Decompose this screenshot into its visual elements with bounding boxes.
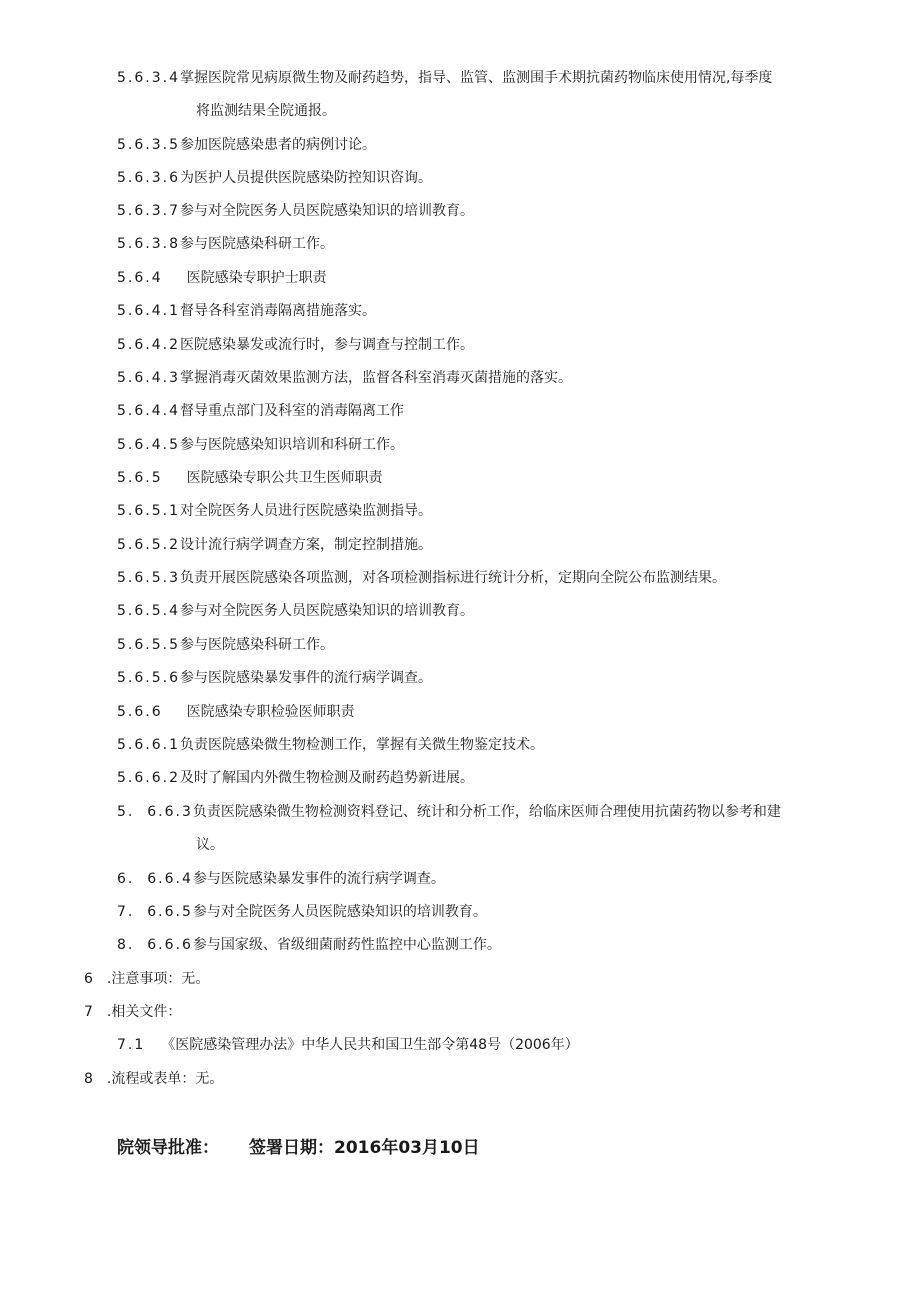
section-number: 6 bbox=[84, 971, 95, 987]
text-line bbox=[117, 635, 334, 655]
signing-date: 签署日期：2016年03月10日 bbox=[249, 1138, 480, 1158]
line-text: 掌握消毒灭菌效果监测方法，监督各科室消毒灭菌措施的落实。 bbox=[179, 370, 572, 386]
line-text: 对全院医务人员进行医院感染监测指导。 bbox=[179, 503, 432, 519]
section-number: 5.6.6.2 bbox=[117, 770, 180, 786]
line-text: 负责医院感染微生物检测工作，掌握有关微生物鉴定技术。 bbox=[179, 737, 544, 753]
line-text: 及时了解国内外微生物检测及耐药趋势新进展。 bbox=[179, 770, 474, 786]
text-line bbox=[117, 335, 474, 355]
text-line bbox=[117, 702, 355, 722]
section-number: 7. 6.6.5 bbox=[117, 904, 193, 920]
text-line bbox=[117, 268, 327, 288]
section-number: 5.6.5.5 bbox=[117, 637, 180, 653]
section-number: 8 bbox=[84, 1071, 95, 1087]
line-text: .流程或表单：无。 bbox=[106, 1071, 224, 1087]
section-number: 5.6.3.7 bbox=[117, 203, 180, 219]
text-line bbox=[84, 1069, 223, 1089]
line-text: 《医院感染管理办法》中华人民共和国卫生部令第48号（2006年） bbox=[161, 1037, 579, 1053]
section-number: 5.6.5 bbox=[117, 470, 163, 486]
section-number: 5.6.5.1 bbox=[117, 503, 180, 519]
line-text: 将监测结果全院通报。 bbox=[196, 103, 336, 119]
line-text: 督导重点部门及科室的消毒隔离工作 bbox=[179, 403, 404, 419]
line-text: .注意事项：无。 bbox=[106, 971, 210, 987]
section-number: 5.6.3.8 bbox=[117, 236, 180, 252]
line-text: 议。 bbox=[196, 837, 224, 853]
line-text: 负责医院感染微生物检测资料登记、统计和分析工作，给临床医师合理使用抗菌药物以参考和建 bbox=[192, 804, 781, 820]
section-number: 5.6.6 bbox=[117, 704, 163, 720]
text-line bbox=[117, 201, 474, 221]
line-text: 参与医院感染暴发事件的流行病学调查。 bbox=[192, 871, 445, 887]
text-line bbox=[117, 401, 404, 421]
text-line bbox=[117, 501, 432, 521]
text-line bbox=[117, 468, 383, 488]
line-text: 参与国家级、省级细菌耐药性监控中心监测工作。 bbox=[192, 937, 501, 953]
line-text: 参与对全院医务人员医院感染知识的培训教育。 bbox=[192, 904, 487, 920]
section-number: 5.6.4.4 bbox=[117, 403, 180, 419]
section-number: 8. 6.6.6 bbox=[117, 937, 193, 953]
text-line bbox=[117, 368, 572, 388]
section-number: 5.6.4.5 bbox=[117, 437, 180, 453]
text-line bbox=[117, 168, 432, 188]
text-line bbox=[196, 835, 224, 855]
text-line bbox=[117, 234, 334, 254]
text-line bbox=[84, 1002, 181, 1022]
section-number: 5.6.5.6 bbox=[117, 670, 180, 686]
line-text: 医院感染专职护士职责 bbox=[186, 270, 327, 286]
line-text: 督导各科室消毒隔离措施落实。 bbox=[179, 303, 376, 319]
line-text: 医院感染暴发或流行时，参与调查与控制工作。 bbox=[179, 337, 474, 353]
text-line bbox=[117, 902, 487, 922]
line-text: 参与对全院医务人员医院感染知识的培训教育。 bbox=[179, 203, 474, 219]
line-text: 掌握医院常见病原微生物及耐药趋势，指导、监管、监测围手术期抗菌药物临床使用情况,每季度 bbox=[179, 70, 773, 86]
section-number: 7.1 bbox=[117, 1037, 146, 1053]
line-text: 医院感染专职公共卫生医师职责 bbox=[186, 470, 383, 486]
section-number: 5.6.3.4 bbox=[117, 70, 180, 86]
section-number: 5.6.5.2 bbox=[117, 537, 180, 553]
text-line bbox=[117, 802, 781, 822]
section-number: 5.6.4.2 bbox=[117, 337, 180, 353]
line-text: 参与医院感染科研工作。 bbox=[179, 637, 334, 653]
text-line bbox=[117, 1035, 579, 1055]
line-text: 设计流行病学调查方案，制定控制措施。 bbox=[179, 537, 432, 553]
approval-line bbox=[117, 1133, 480, 1158]
section-number: 5. 6.6.3 bbox=[117, 804, 193, 820]
line-text: .相关文件： bbox=[106, 1004, 182, 1020]
line-text: 参与医院感染科研工作。 bbox=[179, 236, 334, 252]
text-line bbox=[117, 768, 474, 788]
line-text: 参与医院感染知识培训和科研工作。 bbox=[179, 437, 404, 453]
section-number: 5.6.6.1 bbox=[117, 737, 180, 753]
text-line bbox=[117, 301, 376, 321]
text-line bbox=[117, 935, 501, 955]
section-number: 5.6.4 bbox=[117, 270, 163, 286]
text-line bbox=[117, 135, 376, 155]
section-number: 5.6.5.3 bbox=[117, 570, 180, 586]
text-line bbox=[117, 601, 474, 621]
section-number: 5.6.4.1 bbox=[117, 303, 180, 319]
section-number: 5.6.5.4 bbox=[117, 603, 180, 619]
text-line bbox=[84, 969, 209, 989]
text-line bbox=[196, 101, 336, 121]
section-number: 5.6.3.6 bbox=[117, 170, 180, 186]
text-line bbox=[117, 668, 432, 688]
text-line bbox=[117, 735, 544, 755]
line-text: 为医护人员提供医院感染防控知识咨询。 bbox=[179, 170, 432, 186]
section-number: 5.6.3.5 bbox=[117, 137, 180, 153]
approval-label: 院领导批准： bbox=[117, 1138, 219, 1158]
text-line bbox=[117, 869, 445, 889]
text-line bbox=[117, 535, 432, 555]
line-text: 负责开展医院感染各项监测，对各项检测指标进行统计分析，定期向全院公布监测结果。 bbox=[179, 570, 726, 586]
line-text: 参与医院感染暴发事件的流行病学调查。 bbox=[179, 670, 432, 686]
line-text: 医院感染专职检验医师职责 bbox=[186, 704, 355, 720]
section-number: 6. 6.6.4 bbox=[117, 871, 193, 887]
text-line bbox=[117, 435, 404, 455]
text-line bbox=[117, 68, 772, 88]
text-line bbox=[117, 568, 726, 588]
line-text: 参与对全院医务人员医院感染知识的培训教育。 bbox=[179, 603, 474, 619]
line-text: 参加医院感染患者的病例讨论。 bbox=[179, 137, 376, 153]
section-number: 5.6.4.3 bbox=[117, 370, 180, 386]
section-number: 7 bbox=[84, 1004, 95, 1020]
